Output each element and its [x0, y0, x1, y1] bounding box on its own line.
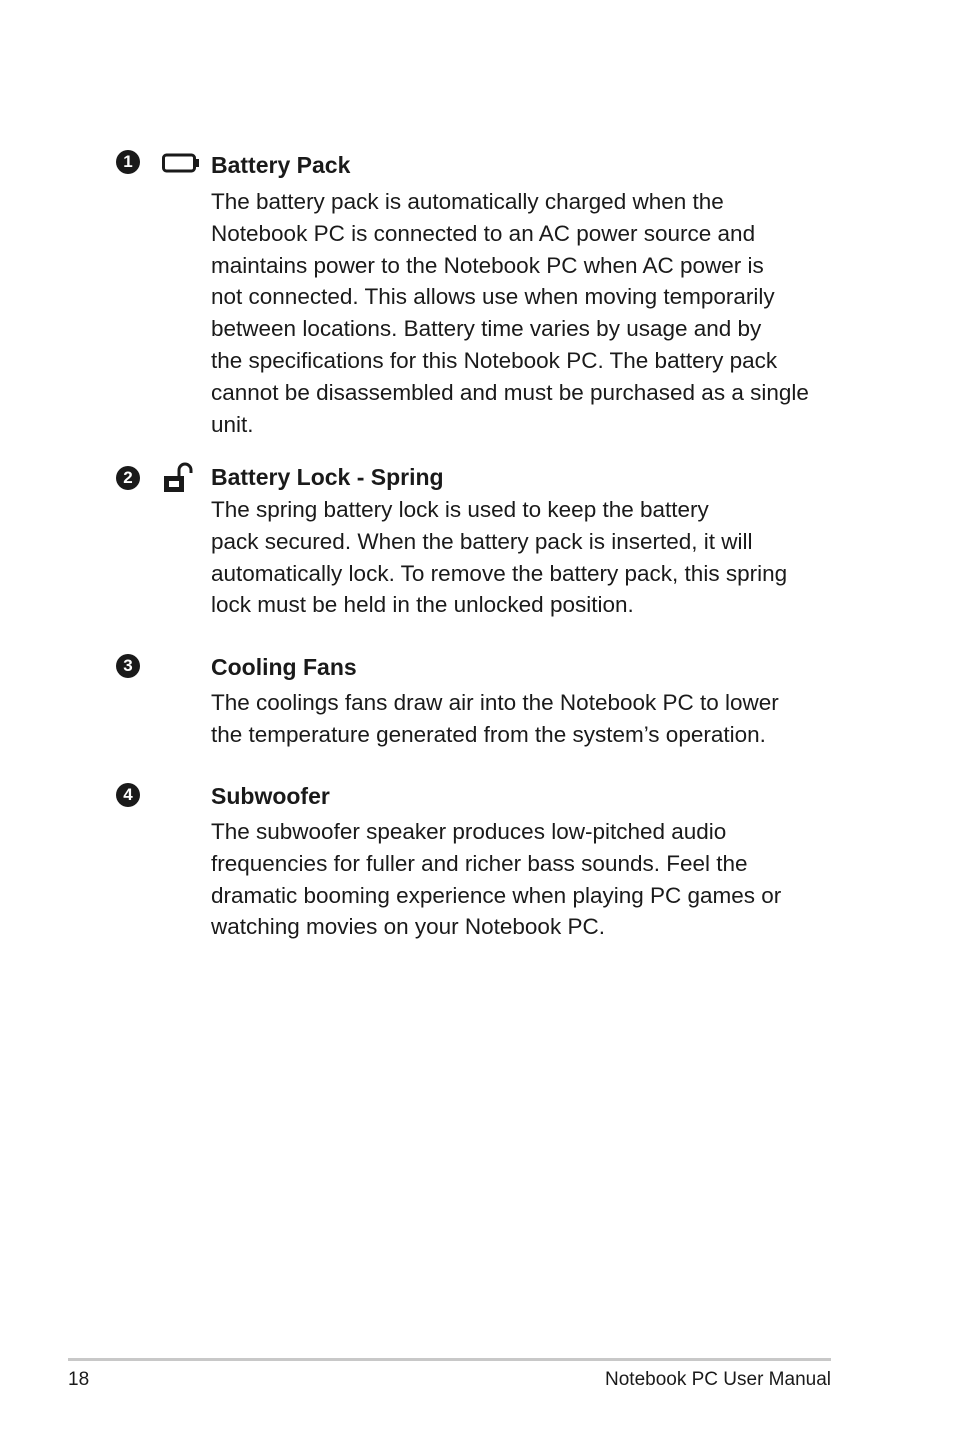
section-description	[211, 494, 787, 621]
description-line: pack secured. When the battery pack is inserted, it will	[211, 528, 753, 554]
section-title: Battery Lock - Spring	[211, 464, 444, 490]
description-line: unit.	[211, 411, 254, 437]
description-line: The coolings fans draw air into the Notebook PC to lower	[211, 690, 779, 715]
section-title: Cooling Fans	[211, 654, 357, 680]
battery-icon	[162, 153, 200, 178]
description-line: Notebook PC is connected to an AC power source and	[211, 220, 756, 246]
unlock-icon	[162, 462, 194, 499]
footer-divider	[68, 1358, 831, 1361]
section-description	[211, 816, 781, 943]
callout-number-3: 3	[116, 654, 140, 678]
description-line: between locations. Battery time varies by usage and by	[211, 316, 762, 342]
description-line: watching movies on your Notebook PC.	[211, 914, 605, 940]
description-line: The spring battery lock is used to keep the battery	[211, 497, 709, 522]
description-line: frequencies for fuller and richer bass sounds. Feel the	[211, 850, 748, 876]
section-description	[211, 186, 809, 440]
section-description	[211, 687, 779, 751]
description-line: dramatic booming experience when playing PC games or	[211, 882, 782, 908]
description-line: The battery pack is automatically charged when the	[211, 189, 724, 214]
description-line: The subwoofer speaker produces low-pitched audio	[211, 819, 727, 844]
manual-title: Notebook PC User Manual	[605, 1369, 831, 1390]
callout-number-4: 4	[116, 783, 140, 807]
description-line: lock must be held in the unlocked position.	[211, 592, 634, 618]
description-line: the temperature generated from the system’s operation.	[211, 721, 766, 747]
callout-number-1: 1	[116, 150, 140, 174]
description-line: the specifications for this Notebook PC. The battery pack	[211, 347, 778, 373]
section-title: Battery Pack	[211, 152, 351, 178]
description-line: maintains power to the Notebook PC when AC power is	[211, 252, 764, 278]
callout-number-2: 2	[116, 466, 140, 490]
description-line: automatically lock. To remove the battery pack, this spring	[211, 560, 788, 586]
description-line: not connected. This allows use when moving temporarily	[211, 284, 775, 310]
section-title: Subwoofer	[211, 783, 330, 809]
description-line: cannot be disassembled and must be purchased as a single	[211, 379, 809, 405]
page-number: 18	[68, 1369, 90, 1390]
